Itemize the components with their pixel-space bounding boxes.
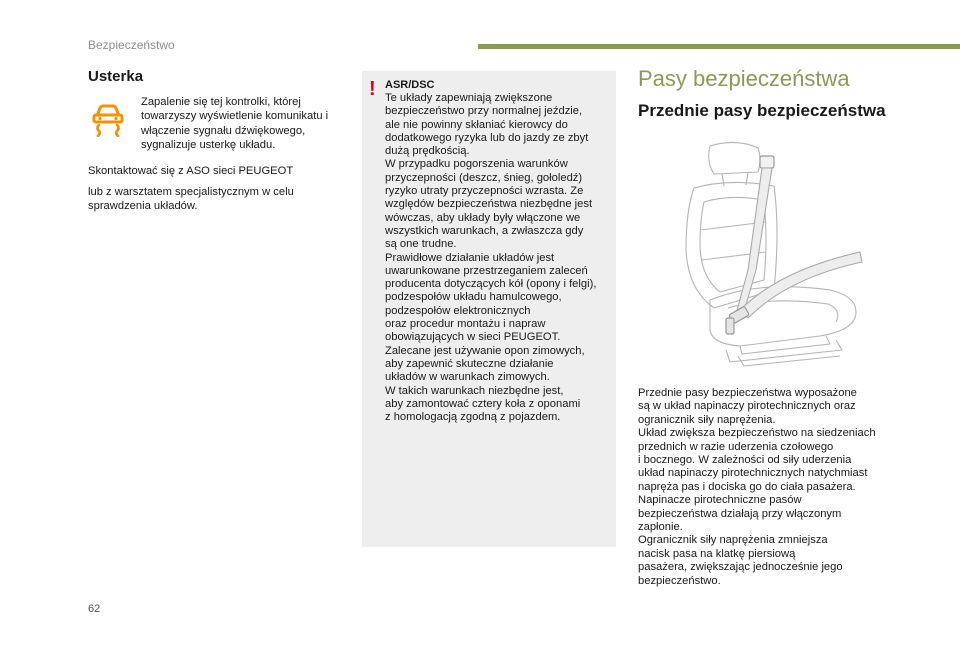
- traction-control-warning-icon: [88, 97, 128, 137]
- contact-text: Skontaktować się z ASO sieci PEUGEOT: [88, 165, 294, 177]
- warning-exclamation-icon: !: [369, 78, 376, 100]
- page-title: Pasy bezpieczeństwa: [638, 66, 850, 91]
- usterka-heading: Usterka: [88, 68, 144, 85]
- section-heading: Przednie pasy bezpieczeństwa: [638, 101, 886, 120]
- front-seatbelts-text: Przednie pasy bezpieczeństwa wyposażone są w układ napinaczy pirotechnicznych oraz ogranicznik siły naprężenia. Układ zwiększa bezpieczeństwo na siedzeniach przednich w razie uderzenia czołowego i bocznego. W zależności od siły uderzenia układ napinaczy pirotechnicznych natychmiast napręża pas i dociska go do ciała pasażera. Napinacze pirotechniczne pasów bezpieczeństwa działają przy włączonym zapłonie. Ogranicznik siły naprężenia zmniejsza nacisk pasa na klatkę piersiową pasażera, zwiększając jednocześnie jego bezpieczeństwo.: [638, 387, 876, 587]
- contact-alt-text: lub z warsztatem specjalistycznym w celu sprawdzenia układów.: [88, 186, 294, 213]
- asr-dsc-text: Te układy zapewniają zwiększone bezpieczeństwo przy normalnej jeździe, ale nie powinny skłaniać kierowcy do dodatkowego ryzyka lub do jazdy ze zbyt dużą prędkością. W przypadku pogorszenia warunków przyczepności (deszcz, śnieg, gołoledź) ryzyko utraty przyczepności wzrasta. Ze względów bezpieczeństwa niezbędne jest wówczas, aby układy były włączone we wszystkich warunkach, a zwłaszcza gdy są one trudne. Prawidłowe działanie układów jest uwarunkowane przestrzeganiem zaleceń producenta dotyczących kół (opony i felgi), podzespołów układu hamulcowego, podzespołów elektronicznych oraz procedur montażu i napraw obowiązujących w sieci PEUGEOT. Zalecane jest używanie opon zimowych, aby zapewnić skuteczne działanie układów w warunkach zimowych. W takich warunkach niezbędne jest, aby zamontować cztery koła z oponami z homologacją zgodną z pojazdem.: [385, 92, 597, 424]
- section-label: Bezpieczeństwo: [88, 38, 175, 52]
- seat-with-seatbelt-illustration: [670, 140, 880, 372]
- usterka-description: Zapalenie się tej kontrolki, której towarzyszy wyświetlenie komunikatu i włączenie sygnału dźwiękowego, sygnalizuje usterkę układu.: [141, 96, 329, 151]
- asr-dsc-title: ASR/DSC: [385, 79, 435, 91]
- page-number: 62: [88, 603, 101, 615]
- header-rule: [478, 44, 960, 49]
